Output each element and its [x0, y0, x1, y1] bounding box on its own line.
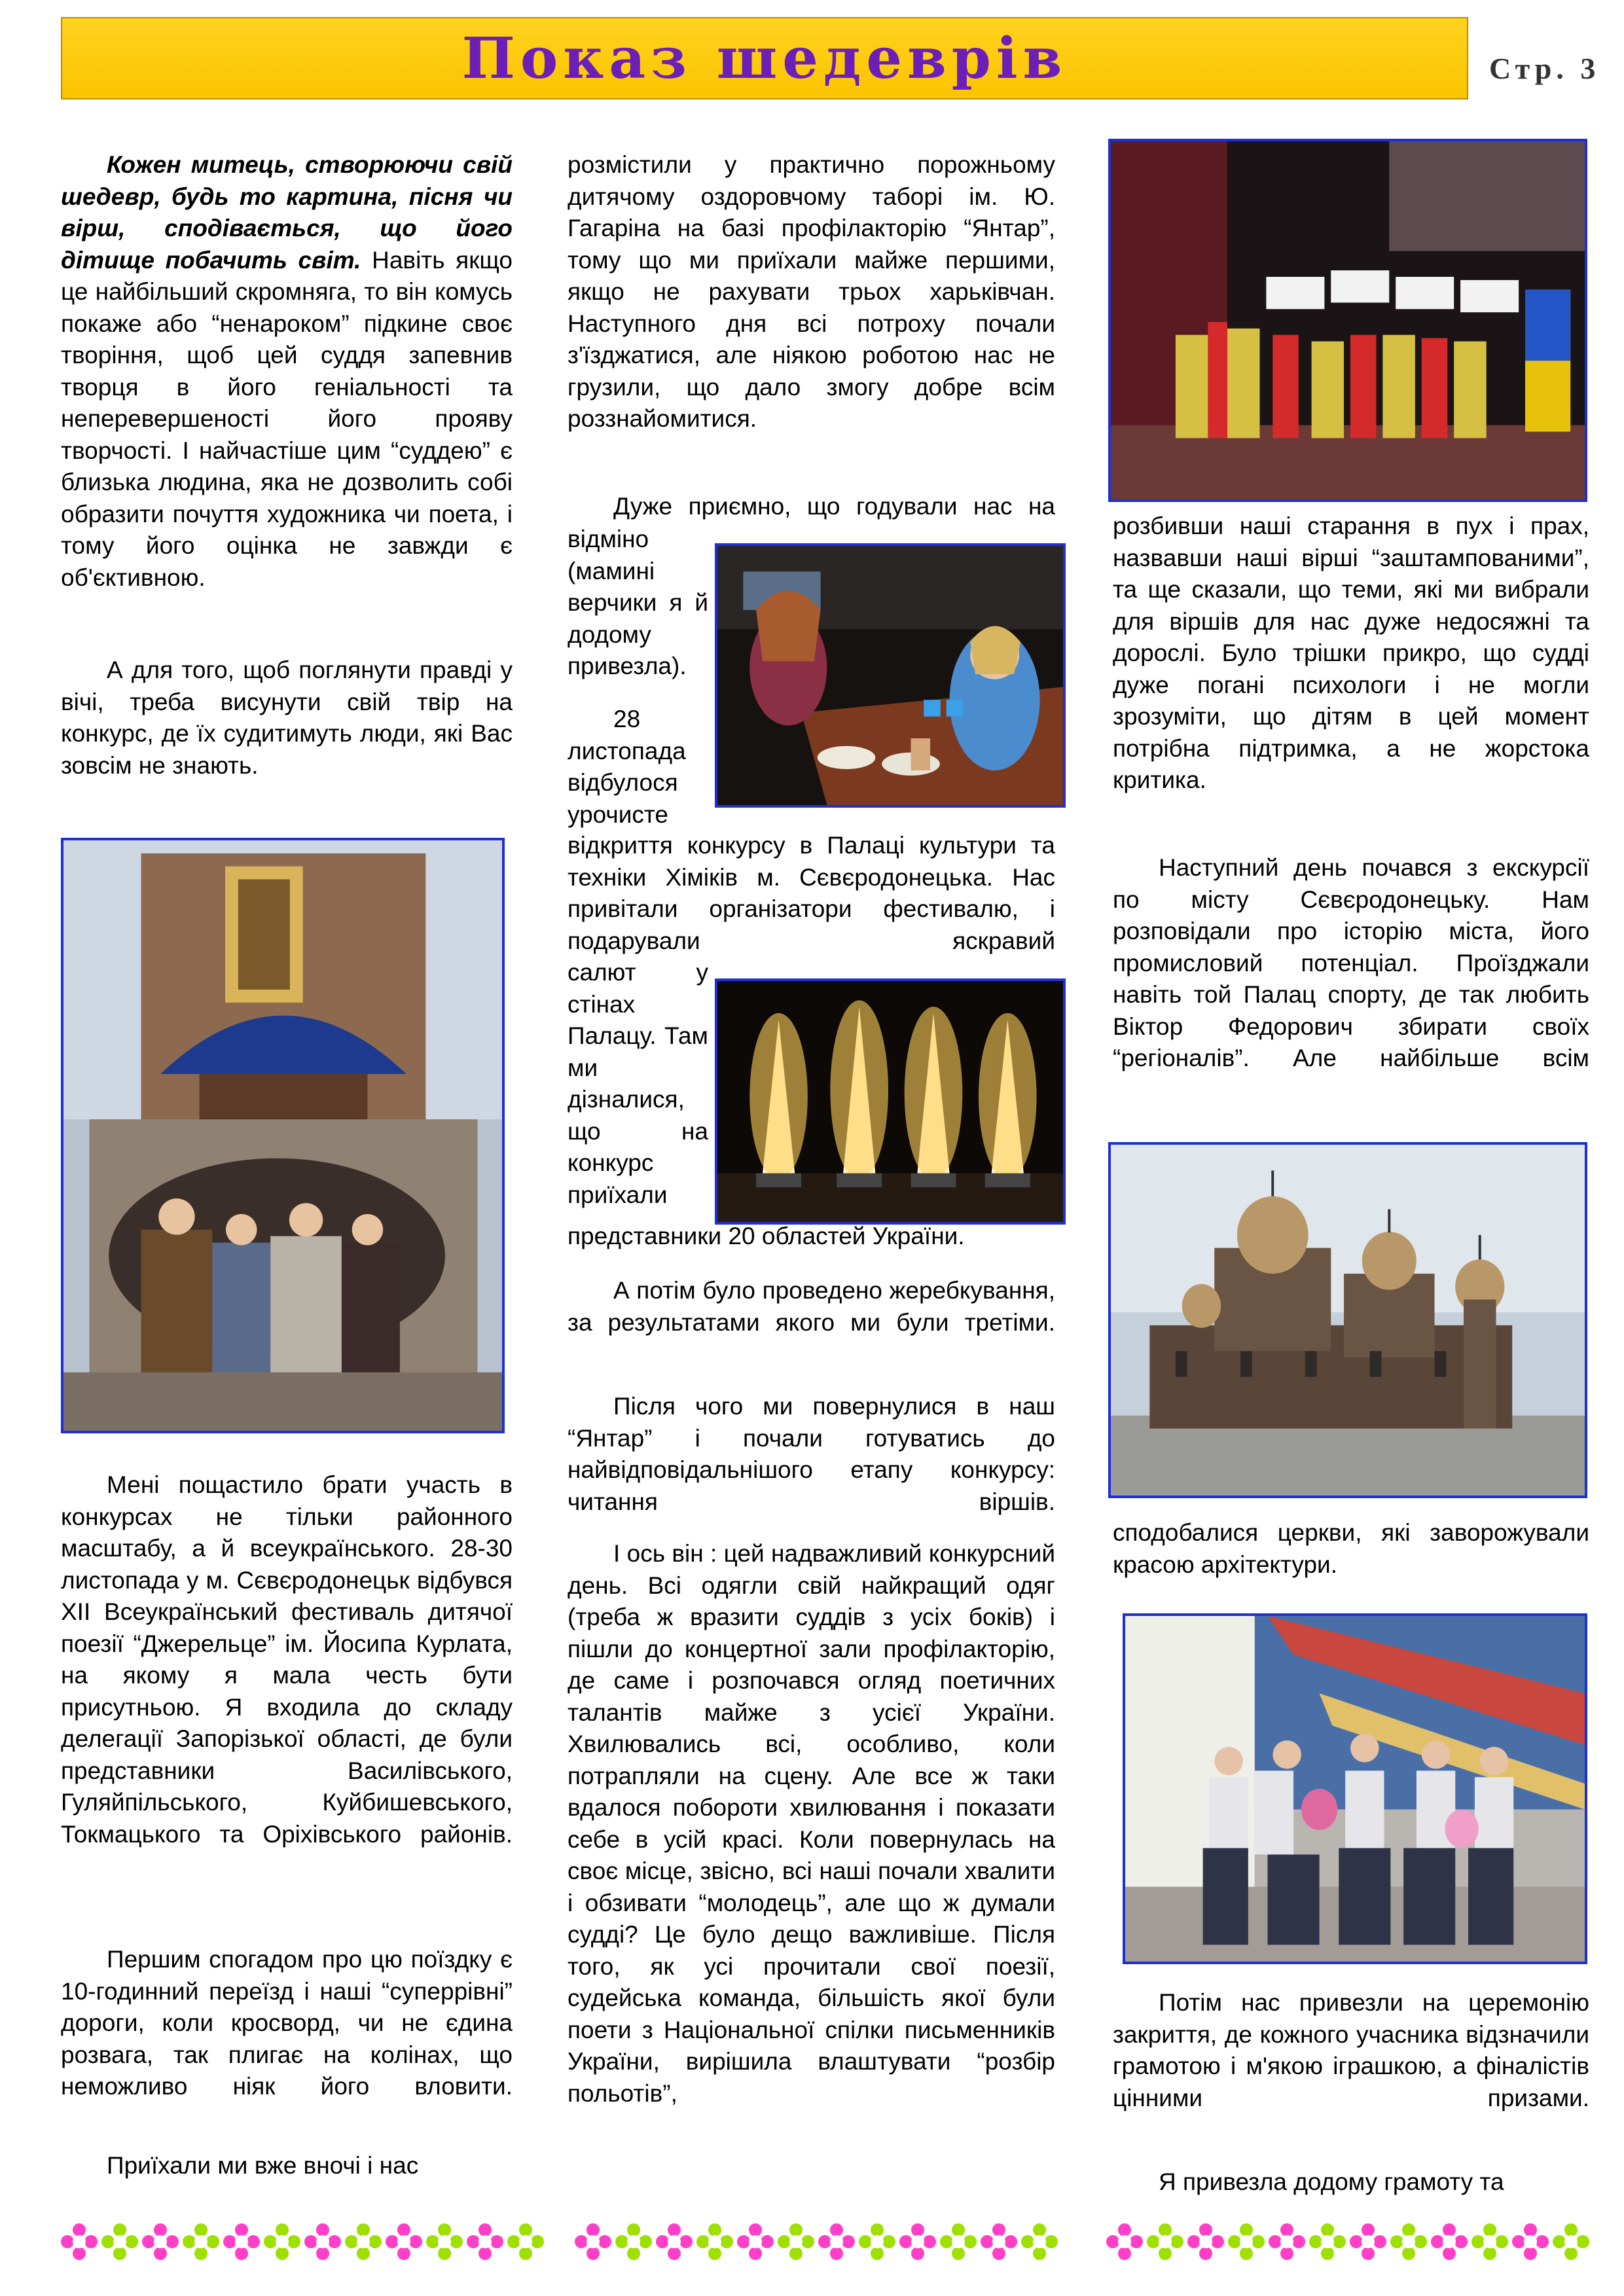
flower-ornament-icon	[345, 2223, 382, 2260]
flower-ornament-icon	[1553, 2223, 1589, 2260]
flower-ornament-icon	[101, 2223, 138, 2260]
paragraph: салют у стінах Палацу. Там ми дізналися, що на конкурс приїхали	[568, 959, 708, 1208]
flower-ornament-icon	[778, 2223, 814, 2260]
flower-ornament-icon	[1390, 2223, 1427, 2260]
flower-ornament-icon	[1147, 2223, 1183, 2260]
paragraph: представники 20 областей України.	[568, 1223, 965, 1249]
flower-ornament-icon	[1021, 2223, 1058, 2260]
photo-concert-stage	[1108, 139, 1587, 502]
paragraph: Після чого ми повернулися в наш “Янтар” і почали готуватись до найвідповідальнішого етапу конкурсу: читання віршів.	[568, 1393, 1055, 1515]
flower-ornament-icon	[940, 2223, 977, 2260]
intro-text: Навіть якщо це найбільший скромняга, то він комусь покаже або “ненароком” підкине своє творіння, щоб цей суддя запевнив творця в його геніальності та неперевершеності його прояву творчості. І найчастіше цим “суддею” є близька людина, яка не дозволить собі образити почуття художника чи поета, і тому його оцінка не завжди є об'єктивною.	[61, 246, 513, 591]
paragraph: Приїхали ми вже вночі і нас	[107, 2152, 419, 2179]
flower-ornament-icon	[696, 2223, 733, 2260]
flower-ornament-icon	[737, 2223, 774, 2260]
flower-ornament-icon	[1431, 2223, 1468, 2260]
paragraph: розмістили у практично порожньому дитячому оздоровчому таборі ім. Ю. Гагаріна на базі профілакторію “Янтар”, тому що ми приїхали майже першими, якщо не рахувати трьох харьківчан. Наступного дня всі потроху почали з'їзджатися, але ніякою роботою нас не грузили, що дало змогу добре всім роззнайомитися.	[568, 151, 1055, 432]
intro-paragraph	[61, 149, 513, 594]
flower-ornament-icon	[899, 2223, 936, 2260]
paragraph: Я привезла додому грамоту та	[1159, 2168, 1504, 2195]
photo-church	[1108, 1142, 1587, 1498]
flower-ornament-icon	[1106, 2223, 1143, 2260]
flower-ornament-icon	[61, 2223, 98, 2260]
photo-dinner-table	[715, 543, 1066, 808]
flower-ornament-icon	[304, 2223, 341, 2260]
flower-border-left	[61, 2212, 544, 2271]
flower-ornament-icon	[818, 2223, 855, 2260]
flower-ornament-icon	[1269, 2223, 1305, 2260]
flower-ornament-icon	[981, 2223, 1017, 2260]
flower-ornament-icon	[1471, 2223, 1508, 2260]
paragraph: Наступний день почався з екскурсії по місту Сєвєродонецьку. Нам розповідали про історію міста, його промисловий потенціал. Проїзджали навіть той Палац спорту, де так любить Віктор Федорович збирати своїх “регіоналів”. Але найбільше всім	[1113, 854, 1589, 1071]
title-banner	[61, 17, 1468, 99]
flower-ornament-icon	[467, 2223, 503, 2260]
photo-group-church-steps	[61, 838, 505, 1433]
flower-border-right	[1106, 2212, 1589, 2271]
photo-award-group	[1123, 1613, 1587, 1964]
flower-ornament-icon	[426, 2223, 463, 2260]
flower-ornament-icon	[507, 2223, 544, 2260]
flower-ornament-icon	[575, 2223, 611, 2260]
flower-border-middle	[575, 2212, 1058, 2271]
page-title: Показ шедеврів	[461, 25, 1068, 92]
paragraph: сподобалися церкви, які заворожували красою архітектури.	[1113, 1519, 1589, 1578]
paragraph: І ось він : цей надважливий конкурсний день. Всі одягли свій найкращий одяг (треба ж вразити суддів з усіх боків) і пішли до концертної зали профілакторію, де саме і розпочався огляд поетичних талантів майже з усієї України. Хвилювались всі, особливо, коли потрапляли на сцену. Але все ж таки вдалося побороти хвилювання і показати себе в усій красі. Коли повернулась на своє місце, звісно, всі наші почали хвалити і обзивати “молодець”, але що ж думали судді? Це було дещо важливіше. Після того, як усі прочитали свої поезії, судейська команда, більшість якої були поети з Національної спілки письменників України, вирішила влаштувати “розбір польотів”,	[568, 1540, 1055, 2107]
flower-ornament-icon	[264, 2223, 300, 2260]
flower-ornament-icon	[1228, 2223, 1265, 2260]
paragraph: Дуже приємно, що годували нас на	[613, 493, 1055, 520]
intro-bold-text: Кожен митець, створюючи свій шедевр, будь то картина, пісня чи вірш, сподівається, що його дітище побачить світ.	[61, 151, 513, 274]
flower-ornament-icon	[1512, 2223, 1549, 2260]
paragraph: А для того, щоб поглянути правді у вічі, треба висунути свій твір на конкурс, де їх судитимуть люди, які Вас зовсім не знають.	[61, 656, 513, 779]
flower-ornament-icon	[223, 2223, 260, 2260]
flower-ornament-icon	[1187, 2223, 1224, 2260]
paragraph: розбивши наші старання в пух і прах, назвавши наші вірші “заштампованими”, та ще сказали, що теми, які ми вибрали для віршів для нас дуже недосяжні та дорослі. Було трішки прикро, що судді дуже погані психологи і не могли зрозуміти, що дітям в цей момент потрібна підтримка, а не жорстока критика.	[1113, 512, 1589, 793]
flower-ornament-icon	[615, 2223, 652, 2260]
paragraph: відкриття конкурсу в Палаці культури та техніки Хіміків м. Сєвєродонецька. Нас привітали організатори фестивалю, і подарували яскравий	[568, 832, 1055, 954]
paragraph: Мені пощастило брати участь в конкурсах не тільки районного масштабу, а й всеукраїнського. 28-30 листопада у м. Сєвєродонецьк відбувся XII Всеукраїнський фестиваль дитячої поезії “Джерельце” ім. Йосипа Курлата, на якому я мала честь бути присутньою. Я входила до складу делегації Запорізької області, де були представники Василівського, Гуляйпільського, Куйбишевського, Токмацького та Оріхівського районів.	[61, 1471, 513, 1848]
paragraph: А потім було проведено жеребкування, за результатами якого ми були третіми.	[568, 1277, 1055, 1336]
flower-ornament-icon	[183, 2223, 219, 2260]
flower-ornament-icon	[656, 2223, 693, 2260]
paragraph: Першим спогадом про цю поїздку є 10-годинний переїзд і наші “суперрівні” дороги, коли кросворд, чи не єдина розвага, так плигає на колінах, що неможливо ніяк його вловити.	[61, 1946, 513, 2100]
flower-ornament-icon	[1350, 2223, 1386, 2260]
flower-ornament-icon	[386, 2223, 422, 2260]
page-number: Стр. 3	[1489, 52, 1600, 85]
paragraph: 28 листопада відбулося урочисте	[568, 706, 686, 828]
flower-ornament-icon	[142, 2223, 179, 2260]
paragraph: відміно (мамині верчики я й додому привезла).	[568, 526, 708, 679]
paragraph: Потім нас привезли на церемонію закриття, де кожного учасника відзначили грамотою і м'якою іграшкою, а фіналістів цінними призами.	[1113, 1989, 1589, 2111]
flower-ornament-icon	[859, 2223, 895, 2260]
flower-ornament-icon	[1309, 2223, 1346, 2260]
photo-fireworks-stage	[715, 978, 1066, 1225]
